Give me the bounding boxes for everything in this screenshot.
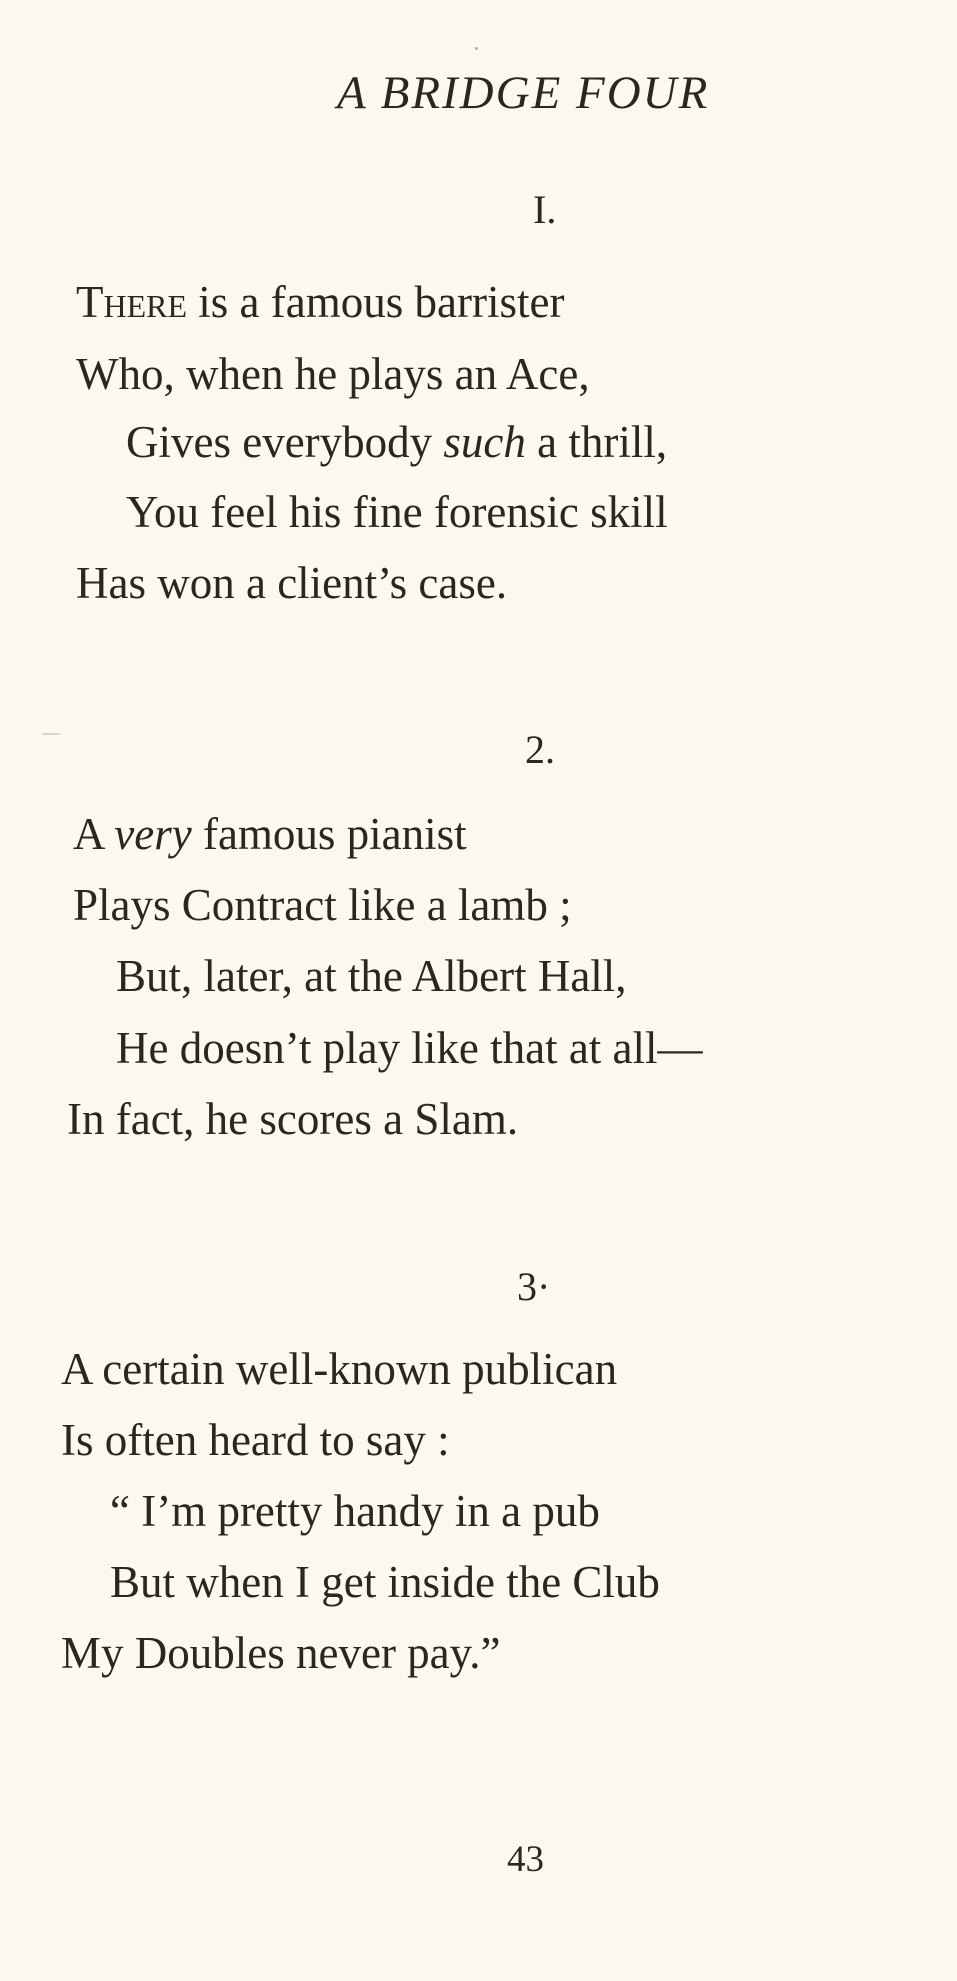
- stanza-1-line-2: Who, when he plays an Ace,: [76, 349, 590, 399]
- stanza-1-number: I.: [533, 187, 557, 232]
- stanza-2-line-2: Plays Contract like a lamb ;: [73, 880, 572, 930]
- stanza-3-line-3: “ I’m pretty handy in a pub: [110, 1486, 600, 1536]
- small-caps-opening-word: There: [76, 277, 188, 327]
- poem-title: A BRIDGE FOUR: [337, 67, 710, 119]
- stanza-1-line-4: You feel his fine forensic skill: [126, 487, 668, 537]
- stanza-2-line-5: In fact, he scores a Slam.: [67, 1094, 519, 1144]
- stanza-2-line-1: [73, 809, 467, 859]
- stanza-2-line-3: But, later, at the Albert Hall,: [116, 951, 627, 1001]
- line-text: famous pianist: [191, 809, 467, 859]
- emphasized-word: very: [114, 809, 192, 859]
- line-text: is a famous barrister: [187, 277, 565, 327]
- emphasized-word: such: [443, 417, 526, 467]
- stanza-1-line-1: [76, 277, 565, 327]
- stanza-3-line-1: A certain well-known publican: [61, 1344, 618, 1394]
- stanza-3-line-4: But when I get inside the Club: [110, 1557, 660, 1607]
- stanza-1-line-3: [126, 417, 668, 467]
- stanza-3-line-5: My Doubles never pay.”: [61, 1628, 501, 1678]
- stanza-3-number: 3·: [517, 1264, 551, 1309]
- line-text: a thrill,: [525, 417, 668, 467]
- stanza-1-line-5: Has won a client’s case.: [76, 558, 508, 608]
- line-text: Gives everybody: [126, 417, 444, 467]
- paper-speck: [475, 47, 478, 50]
- page-number: 43: [507, 1839, 544, 1880]
- line-text: A: [73, 809, 115, 859]
- stanza-2-line-4: He doesn’t play like that at all—: [116, 1023, 703, 1073]
- paper-mark: [42, 733, 60, 735]
- stanza-3-line-2: Is often heard to say :: [61, 1415, 450, 1465]
- stanza-2-number: 2.: [525, 727, 555, 772]
